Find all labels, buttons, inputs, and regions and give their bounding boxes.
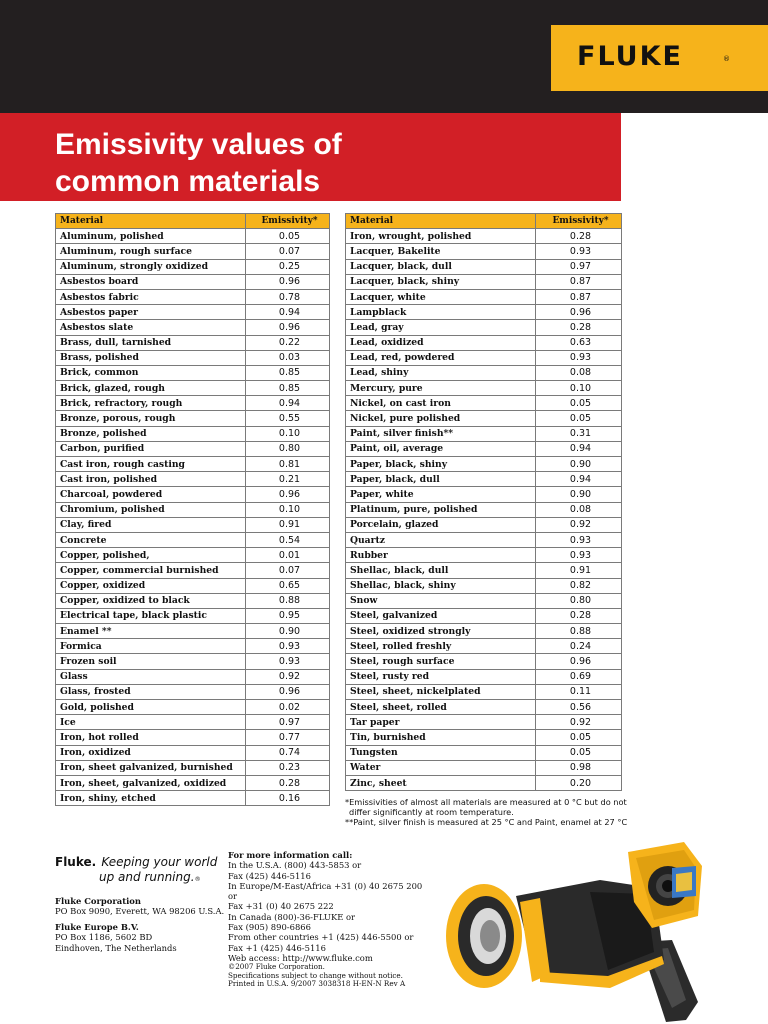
emissivity-value: 0.28 — [536, 229, 622, 244]
header-emissivity: Emissivity* — [536, 214, 622, 229]
material-name: Steel, oxidized strongly — [346, 624, 536, 639]
emissivity-value: 0.95 — [246, 608, 330, 623]
emissivity-value: 0.94 — [246, 305, 330, 320]
emissivity-value: 0.21 — [246, 472, 330, 487]
material-name: Asbestos slate — [56, 320, 246, 335]
emissivity-value: 0.96 — [246, 684, 330, 699]
table-row — [346, 775, 622, 790]
table-row — [56, 669, 330, 684]
material-name: Mercury, pure — [346, 381, 536, 396]
material-name: Brick, refractory, rough — [56, 396, 246, 411]
copyright — [228, 963, 428, 989]
table-row — [346, 700, 622, 715]
emissivity-value: 0.93 — [536, 548, 622, 563]
material-name: Porcelain, glazed — [346, 517, 536, 532]
emissivity-value: 0.78 — [246, 289, 330, 304]
emissivity-value: 0.85 — [246, 381, 330, 396]
material-name: Bronze, polished — [56, 426, 246, 441]
emissivity-value: 0.10 — [536, 381, 622, 396]
table-row — [56, 259, 330, 274]
table-row — [346, 320, 622, 335]
contact-web-link[interactable]: Web access: http://www.fluke.com — [228, 952, 373, 963]
table-row — [56, 411, 330, 426]
footnote-line2: differ significantly at room temperature. — [349, 807, 514, 817]
emissivity-value: 0.93 — [246, 654, 330, 669]
emissivity-value: 0.16 — [246, 791, 330, 806]
material-name: Paint, silver finish** — [346, 426, 536, 441]
table-row — [56, 563, 330, 578]
page-title-line2: common materials — [55, 165, 321, 198]
table-row — [346, 441, 622, 456]
material-name: Steel, rusty red — [346, 669, 536, 684]
table-row — [346, 502, 622, 517]
material-name: Steel, rolled freshly — [346, 639, 536, 654]
table-row — [56, 289, 330, 304]
emissivity-value: 0.93 — [246, 639, 330, 654]
emissivity-table-right — [345, 213, 622, 791]
copyright-line2: Specifications subject to change without notice. — [228, 970, 403, 980]
emissivity-value: 0.92 — [246, 669, 330, 684]
table-row — [56, 775, 330, 790]
table-row — [56, 350, 330, 365]
table-row — [346, 760, 622, 775]
table-row — [346, 684, 622, 699]
footnote-line3: **Paint, silver finish is measured at 25 °C and Paint, enamel at 27 °C — [345, 817, 628, 827]
emissivity-value: 0.63 — [536, 335, 622, 350]
emissivity-value: 0.96 — [536, 654, 622, 669]
table-row — [56, 320, 330, 335]
table-row — [56, 548, 330, 563]
table-row — [56, 426, 330, 441]
table-row — [346, 259, 622, 274]
table-row — [56, 684, 330, 699]
tagline-line1: Keeping your world — [101, 855, 218, 869]
table-row — [346, 517, 622, 532]
table-row — [346, 608, 622, 623]
table-row — [56, 274, 330, 289]
table-header-row — [56, 214, 330, 229]
emissivity-value: 0.10 — [246, 502, 330, 517]
material-name: Enamel ** — [56, 624, 246, 639]
emissivity-value: 0.92 — [536, 517, 622, 532]
emissivity-value: 0.96 — [246, 274, 330, 289]
table-row — [346, 639, 622, 654]
table-row — [56, 654, 330, 669]
contact-line: From other countries +1 (425) 446-5500 or — [228, 932, 414, 943]
tagline-line2: up and running. — [99, 870, 195, 884]
contact-line: Fax (905) 890-6866 — [228, 922, 311, 933]
emissivity-value: 0.87 — [536, 274, 622, 289]
header-material: Material — [56, 214, 246, 229]
emissivity-value: 0.22 — [246, 335, 330, 350]
emissivity-value: 0.08 — [536, 365, 622, 380]
table-row — [346, 472, 622, 487]
contact-line: Fax (425) 446-5116 — [228, 870, 311, 881]
copyright-line3: Printed in U.S.A. 9/2007 3038318 H-EN-N Rev A — [228, 979, 406, 989]
table-row — [56, 532, 330, 547]
material-name: Glass, frosted — [56, 684, 246, 699]
table-row — [346, 396, 622, 411]
emissivity-value: 0.91 — [246, 517, 330, 532]
emissivity-value: 0.05 — [536, 396, 622, 411]
emissivity-value: 0.96 — [246, 320, 330, 335]
material-name: Steel, sheet, rolled — [346, 700, 536, 715]
material-name: Iron, sheet, galvanized, oxidized — [56, 775, 246, 790]
table-row — [56, 487, 330, 502]
material-name: Platinum, pure, polished — [346, 502, 536, 517]
emissivity-value: 0.20 — [536, 775, 622, 790]
emissivity-value: 0.54 — [246, 532, 330, 547]
emissivity-value: 0.07 — [246, 563, 330, 578]
europe-address — [55, 922, 177, 953]
material-name: Iron, wrought, polished — [346, 229, 536, 244]
europe-name: Fluke Europe B.V. — [55, 922, 139, 932]
emissivity-value: 0.77 — [246, 730, 330, 745]
table-row — [56, 608, 330, 623]
emissivity-value: 0.93 — [536, 244, 622, 259]
material-name: Lead, oxidized — [346, 335, 536, 350]
emissivity-value: 0.56 — [536, 700, 622, 715]
emissivity-value: 0.94 — [536, 441, 622, 456]
material-name: Quartz — [346, 532, 536, 547]
material-name: Paper, white — [346, 487, 536, 502]
table-row — [56, 457, 330, 472]
material-name: Iron, shiny, etched — [56, 791, 246, 806]
emissivity-value: 0.80 — [246, 441, 330, 456]
material-name: Paper, black, dull — [346, 472, 536, 487]
material-name: Cast iron, rough casting — [56, 457, 246, 472]
table-row — [346, 715, 622, 730]
emissivity-value: 0.97 — [246, 715, 330, 730]
emissivity-value: 0.90 — [536, 457, 622, 472]
emissivity-value: 0.85 — [246, 365, 330, 380]
emissivity-value: 0.88 — [246, 593, 330, 608]
emissivity-value: 0.05 — [536, 730, 622, 745]
material-name: Lacquer, black, shiny — [346, 274, 536, 289]
material-name: Asbestos board — [56, 274, 246, 289]
table-row — [346, 624, 622, 639]
material-name: Concrete — [56, 532, 246, 547]
material-name: Snow — [346, 593, 536, 608]
table-row — [346, 426, 622, 441]
material-name: Steel, sheet, nickelplated — [346, 684, 536, 699]
table-row — [346, 274, 622, 289]
material-name: Lampblack — [346, 305, 536, 320]
table-row — [56, 593, 330, 608]
emissivity-value: 0.88 — [536, 624, 622, 639]
contact-info — [228, 850, 428, 963]
material-name: Bronze, porous, rough — [56, 411, 246, 426]
emissivity-value: 0.23 — [246, 760, 330, 775]
europe-address-line2: Eindhoven, The Netherlands — [55, 942, 177, 953]
table-row — [56, 441, 330, 456]
footnotes — [345, 797, 635, 827]
table-row — [56, 365, 330, 380]
table-row — [56, 624, 330, 639]
material-name: Frozen soil — [56, 654, 246, 669]
emissivity-value: 0.05 — [536, 411, 622, 426]
contact-line: Fax +31 (0) 40 2675 222 — [228, 901, 334, 912]
contact-line: In the U.S.A. (800) 443-5853 or — [228, 860, 362, 871]
material-name: Aluminum, rough surface — [56, 244, 246, 259]
table-row — [346, 745, 622, 760]
material-name: Aluminum, strongly oxidized — [56, 259, 246, 274]
contact-line: In Canada (800)-36-FLUKE or — [228, 911, 356, 922]
material-name: Rubber — [346, 548, 536, 563]
table-row — [56, 715, 330, 730]
title-band — [0, 113, 621, 201]
table-row — [56, 578, 330, 593]
table-row — [56, 381, 330, 396]
emissivity-value: 0.28 — [536, 320, 622, 335]
material-name: Clay, fired — [56, 517, 246, 532]
table-row — [346, 563, 622, 578]
material-name: Lead, shiny — [346, 365, 536, 380]
corporation-address — [55, 896, 224, 917]
emissivity-value: 0.97 — [536, 259, 622, 274]
logo-text: FLUKE — [577, 41, 683, 72]
material-name: Steel, rough surface — [346, 654, 536, 669]
material-name: Lead, red, powdered — [346, 350, 536, 365]
table-row — [56, 700, 330, 715]
material-name: Lead, gray — [346, 320, 536, 335]
material-name: Iron, hot rolled — [56, 730, 246, 745]
fluke-logo — [551, 25, 768, 91]
material-name: Zinc, sheet — [346, 775, 536, 790]
emissivity-value: 0.92 — [536, 715, 622, 730]
table-row — [56, 472, 330, 487]
emissivity-value: 0.03 — [246, 350, 330, 365]
emissivity-value: 0.02 — [246, 700, 330, 715]
emissivity-value: 0.24 — [536, 639, 622, 654]
emissivity-value: 0.82 — [536, 578, 622, 593]
material-name: Cast iron, polished — [56, 472, 246, 487]
material-name: Paper, black, shiny — [346, 457, 536, 472]
table-row — [346, 578, 622, 593]
table-row — [346, 411, 622, 426]
logo-registered-mark: ® — [723, 55, 730, 63]
emissivity-value: 0.25 — [246, 259, 330, 274]
emissivity-value: 0.10 — [246, 426, 330, 441]
table-row — [346, 669, 622, 684]
table-row — [56, 639, 330, 654]
table-row — [346, 244, 622, 259]
table-row — [346, 730, 622, 745]
table-row — [346, 229, 622, 244]
table-row — [346, 350, 622, 365]
material-name: Iron, sheet galvanized, burnished — [56, 760, 246, 775]
tagline-registered-mark: ® — [194, 876, 201, 883]
emissivity-value: 0.91 — [536, 563, 622, 578]
corporation-name: Fluke Corporation — [55, 896, 141, 906]
table-row — [346, 305, 622, 320]
page-title — [55, 126, 342, 200]
emissivity-value: 0.93 — [536, 532, 622, 547]
material-name: Iron, oxidized — [56, 745, 246, 760]
table-header-row — [346, 214, 622, 229]
material-name: Shellac, black, shiny — [346, 578, 536, 593]
material-name: Lacquer, black, dull — [346, 259, 536, 274]
emissivity-value: 0.05 — [536, 745, 622, 760]
material-name: Gold, polished — [56, 700, 246, 715]
emissivity-value: 0.94 — [246, 396, 330, 411]
material-name: Lacquer, white — [346, 289, 536, 304]
emissivity-value: 0.65 — [246, 578, 330, 593]
material-name: Water — [346, 760, 536, 775]
material-name: Electrical tape, black plastic — [56, 608, 246, 623]
corporation-street: PO Box 9090, Everett, WA 98206 U.S.A. — [55, 906, 225, 917]
material-name: Aluminum, polished — [56, 229, 246, 244]
material-name: Brick, glazed, rough — [56, 381, 246, 396]
table-row — [346, 487, 622, 502]
material-name: Glass — [56, 669, 246, 684]
emissivity-value: 0.69 — [536, 669, 622, 684]
table-row — [56, 305, 330, 320]
material-name: Copper, oxidized — [56, 578, 246, 593]
material-name: Brick, common — [56, 365, 246, 380]
material-name: Tungsten — [346, 745, 536, 760]
emissivity-value: 0.07 — [246, 244, 330, 259]
emissivity-value: 0.94 — [536, 472, 622, 487]
material-name: Tin, burnished — [346, 730, 536, 745]
table-row — [56, 229, 330, 244]
emissivity-table-left — [55, 213, 330, 806]
material-name: Copper, polished, — [56, 548, 246, 563]
header-material: Material — [346, 214, 536, 229]
table-row — [56, 502, 330, 517]
material-name: Asbestos paper — [56, 305, 246, 320]
table-row — [346, 457, 622, 472]
material-name: Chromium, polished — [56, 502, 246, 517]
material-name: Nickel, on cast iron — [346, 396, 536, 411]
material-name: Asbestos fabric — [56, 289, 246, 304]
material-name: Carbon, purified — [56, 441, 246, 456]
table-row — [346, 593, 622, 608]
material-name: Ice — [56, 715, 246, 730]
emissivity-value: 0.80 — [536, 593, 622, 608]
material-name: Paint, oil, average — [346, 441, 536, 456]
table-row — [56, 791, 330, 806]
table-row — [56, 745, 330, 760]
emissivity-value: 0.81 — [246, 457, 330, 472]
material-name: Formica — [56, 639, 246, 654]
material-name: Copper, oxidized to black — [56, 593, 246, 608]
europe-address-line1: PO Box 1186, 5602 BD — [55, 932, 153, 943]
emissivity-value: 0.90 — [246, 624, 330, 639]
emissivity-value: 0.96 — [536, 305, 622, 320]
material-name: Tar paper — [346, 715, 536, 730]
table-row — [56, 335, 330, 350]
material-name: Brass, dull, tarnished — [56, 335, 246, 350]
table-row — [346, 365, 622, 380]
thermal-camera-image — [440, 832, 740, 1024]
emissivity-value: 0.98 — [536, 760, 622, 775]
material-name: Lacquer, Bakelite — [346, 244, 536, 259]
material-name: Nickel, pure polished — [346, 411, 536, 426]
tagline-brand: Fluke. — [55, 855, 97, 869]
emissivity-value: 0.74 — [246, 745, 330, 760]
contact-line: In Europe/M-East/Africa +31 (0) 40 2675 200 or — [228, 880, 423, 902]
emissivity-value: 0.93 — [536, 350, 622, 365]
emissivity-value: 0.31 — [536, 426, 622, 441]
table-row — [346, 548, 622, 563]
table-row — [56, 760, 330, 775]
header-emissivity: Emissivity* — [246, 214, 330, 229]
table-row — [346, 289, 622, 304]
emissivity-value: 0.08 — [536, 502, 622, 517]
emissivity-value: 0.90 — [536, 487, 622, 502]
table-row — [346, 335, 622, 350]
table-row — [346, 381, 622, 396]
material-name: Charcoal, powdered — [56, 487, 246, 502]
table-row — [56, 396, 330, 411]
contact-heading: For more information call: — [228, 850, 353, 860]
tagline — [55, 851, 225, 887]
copyright-line1: ©2007 Fluke Corporation. — [228, 962, 325, 971]
emissivity-value: 0.01 — [246, 548, 330, 563]
emissivity-value: 0.87 — [536, 289, 622, 304]
contact-line: Fax +1 (425) 446-5116 — [228, 942, 326, 953]
table-row — [346, 532, 622, 547]
emissivity-value: 0.28 — [536, 608, 622, 623]
emissivity-value: 0.96 — [246, 487, 330, 502]
emissivity-value: 0.05 — [246, 229, 330, 244]
material-name: Copper, commercial burnished — [56, 563, 246, 578]
material-name: Shellac, black, dull — [346, 563, 536, 578]
emissivity-value: 0.11 — [536, 684, 622, 699]
table-row — [56, 244, 330, 259]
emissivity-value: 0.55 — [246, 411, 330, 426]
emissivity-value: 0.28 — [246, 775, 330, 790]
table-row — [56, 730, 330, 745]
table-row — [56, 517, 330, 532]
table-row — [346, 654, 622, 669]
material-name: Steel, galvanized — [346, 608, 536, 623]
material-name: Brass, polished — [56, 350, 246, 365]
footnote-line1: *Emissivities of almost all materials are measured at 0 °C but do not — [345, 797, 627, 807]
page-title-line1: Emissivity values of — [55, 128, 342, 161]
